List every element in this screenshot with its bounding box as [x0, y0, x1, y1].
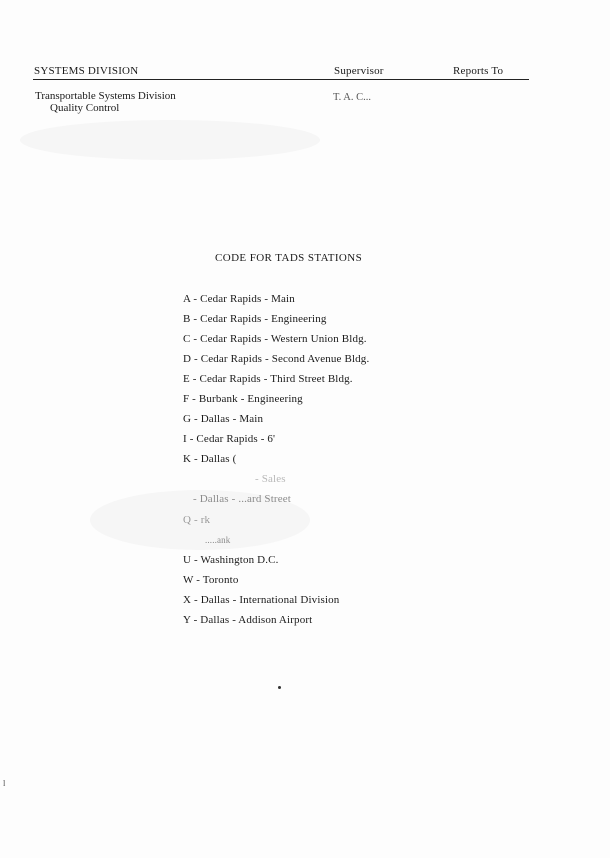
station-code-list [183, 292, 369, 633]
supervisor-column-header: Supervisor [334, 65, 384, 77]
unit-name-line-2: Quality Control [50, 102, 120, 114]
station-code-entry: B - Cedar Rapids - Engineering [183, 313, 327, 326]
division-title: SYSTEMS DIVISION [34, 65, 139, 77]
codes-title: CODE FOR TADS STATIONS [215, 252, 363, 264]
supervisor-name: T. A. C... [333, 92, 372, 103]
station-code-entry: X - Dallas - International Division [183, 593, 340, 606]
station-code-entry: F - Burbank - Engineering [183, 393, 303, 406]
station-code-entry: K - Dallas ( [183, 453, 237, 466]
station-code-entry: G - Dallas - Main [183, 413, 264, 426]
stray-mark [278, 686, 281, 689]
station-code-entry: E - Cedar Rapids - Third Street Bldg. [183, 373, 353, 386]
reports-to-column-header: Reports To [453, 65, 504, 77]
station-code-entry: U - Washington D.C. [183, 553, 279, 566]
header-rule [33, 79, 529, 80]
scan-smudge [20, 120, 320, 160]
station-code-entry: - Dallas - ...ard Street [193, 493, 291, 506]
station-code-entry: Q - rk [183, 513, 211, 526]
station-code-entry: D - Cedar Rapids - Second Avenue Bldg. [183, 353, 370, 366]
station-code-entry: .....ank [205, 534, 231, 545]
binding-mark: ˡ [3, 779, 6, 794]
station-code-entry: A - Cedar Rapids - Main [183, 293, 295, 305]
station-code-entry: - Sales [255, 473, 286, 486]
unit-name-line-1: Transportable Systems Division [35, 90, 176, 102]
station-code-entry: I - Cedar Rapids - 6' [183, 433, 276, 446]
station-code-entry: C - Cedar Rapids - Western Union Bldg. [183, 333, 367, 346]
station-code-entry: Y - Dallas - Addison Airport [183, 613, 313, 626]
station-code-entry: W - Toronto [183, 573, 239, 586]
